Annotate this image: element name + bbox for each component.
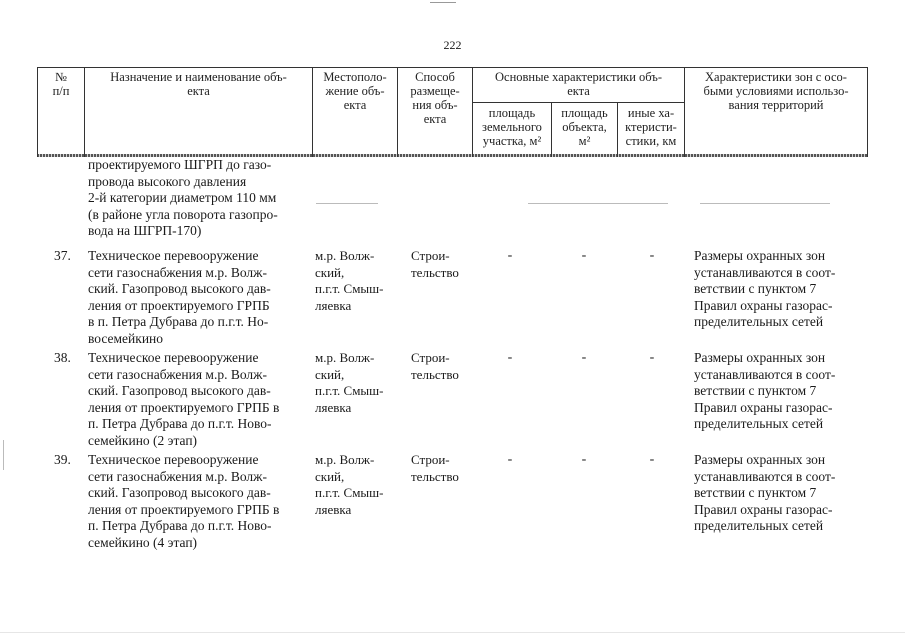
header-zones (685, 70, 867, 112)
row-name-line: в п. Петра Дубрава до п.г.т. Но- (88, 314, 269, 329)
faint-rule (316, 203, 378, 204)
header-location-line: Местополо- (323, 70, 387, 84)
row-method-line: Строи- (411, 350, 450, 365)
continuation-line: вода на ШГРП-170) (88, 223, 202, 238)
row-zones-line: Размеры охранных зон (694, 350, 826, 365)
row-object-area: - (581, 248, 587, 263)
row-location-line: м.р. Волж- (315, 452, 375, 467)
row-name-line: ский. Газопровод высокого дав- (88, 383, 271, 398)
row-method (411, 452, 471, 485)
row-zones-line: Размеры охранных зон (694, 452, 826, 467)
row-location-line: ляевка (315, 501, 352, 517)
header-location-line: екта (343, 98, 367, 112)
row-location-line: п.г.т. Смыш- (315, 383, 384, 398)
row-name-line: восемейкино (88, 330, 164, 346)
row-zones-line: устанавливаются в соот- (694, 468, 836, 484)
row-location-line: ский, (315, 468, 345, 484)
header-land-area (472, 106, 552, 148)
row-name-line: семейкино (4 этап) (88, 534, 198, 550)
row-name (88, 248, 306, 347)
header-name-line: Назначение и наименование объ- (110, 70, 287, 84)
faint-rule (528, 203, 668, 204)
header-name (85, 70, 312, 98)
header-land-area-line: площадь (488, 106, 536, 120)
row-method-line: тельство (411, 468, 459, 484)
continuation-line: 2-й категории диаметром 110 мм (88, 190, 277, 205)
continuation-line: провода высокого давления (88, 173, 247, 189)
row-method-line: Строи- (411, 452, 450, 467)
row-name-line: семейкино (2 этап) (88, 432, 198, 448)
header-location-line: жение объ- (325, 84, 385, 98)
header-other-chars-line: стики, км (625, 134, 677, 148)
row-location (315, 452, 397, 518)
row-zones-line: ветствии с пунктом 7 (694, 383, 817, 398)
header-location (313, 70, 397, 112)
row-number: 39. (54, 452, 71, 467)
row-location-line: п.г.т. Смыш- (315, 485, 384, 500)
continuation-line: (в районе угла поворота газопро- (88, 206, 278, 222)
row-object-area: - (581, 452, 587, 467)
row-name (88, 452, 306, 551)
row-land-area: - (507, 452, 513, 467)
scan-artifact-top (430, 2, 456, 3)
row-name-line: ский. Газопровод высокого дав- (88, 485, 271, 500)
row-location-line: м.р. Волж- (315, 248, 375, 263)
row-location-line: ляевка (315, 297, 352, 313)
header-num-line: № (55, 70, 67, 84)
row-name-line: сети газоснабжения м.р. Волж- (88, 468, 267, 484)
continuation-text (88, 157, 306, 240)
header-num (38, 70, 84, 98)
row-name-line: п. Петра Дубрава до п.г.т. Ново- (88, 416, 272, 431)
header-name-line: екта (187, 84, 210, 98)
row-zones-line: пределительных сетей (694, 314, 824, 329)
header-method-line: Способ (415, 70, 455, 84)
row-zones (694, 248, 862, 331)
faint-rule (700, 203, 830, 204)
row-zones-line: Размеры охранных зон (694, 248, 826, 263)
row-zones-line: Правил охраны газорас- (694, 399, 833, 415)
row-other-chars: - (649, 350, 655, 365)
row-location-line: ский, (315, 366, 345, 382)
row-method-line: тельство (411, 366, 459, 382)
row-name-line: Техническое перевооружение (88, 452, 259, 467)
header-object-area-line: площадь (561, 106, 608, 120)
row-other-chars: - (649, 452, 655, 467)
row-name-line: ления от проектируемого ГРПБ в (88, 399, 280, 415)
header-object-area (552, 106, 617, 148)
row-zones-line: ветствии с пунктом 7 (694, 485, 817, 500)
row-name-line: Техническое перевооружение (88, 248, 259, 263)
row-zones-line: пределительных сетей (694, 416, 824, 431)
row-name-line: п. Петра Дубрава до п.г.т. Ново- (88, 518, 272, 533)
header-method (398, 70, 472, 126)
header-zones-line: быми условиями использо- (703, 84, 849, 98)
row-name (88, 350, 306, 449)
row-location (315, 248, 397, 314)
continuation-line: проектируемого ШГРП до газо- (88, 157, 272, 172)
row-location-line: м.р. Волж- (315, 350, 375, 365)
row-number: 38. (54, 350, 71, 365)
row-location (315, 350, 397, 416)
row-number: 37. (54, 248, 71, 263)
row-location-line: ляевка (315, 399, 352, 415)
header-other-chars-line: ктеристи- (625, 120, 677, 134)
row-method (411, 248, 471, 281)
header-zones-line: Характеристики зон с осо- (705, 70, 847, 84)
row-location-line: п.г.т. Смыш- (315, 281, 384, 296)
row-method-line: тельство (411, 264, 459, 280)
header-method-line: ния объ- (412, 98, 458, 112)
row-zones-line: устанавливаются в соот- (694, 366, 836, 382)
row-land-area: - (507, 350, 513, 365)
row-land-area: - (507, 248, 513, 263)
header-land-area-line: участка, м² (482, 134, 542, 148)
header-num-line: п/п (52, 84, 70, 98)
row-name-line: ский. Газопровод высокого дав- (88, 281, 271, 296)
header-other-chars-line: иные ха- (627, 106, 675, 120)
row-zones (694, 452, 862, 535)
header-main-chars-line: Основные характеристики объ- (495, 70, 662, 84)
row-name-line: ления от проектируемого ГРПБ в (88, 501, 280, 517)
header-other-chars (618, 106, 684, 148)
row-zones-line: пределительных сетей (694, 518, 824, 533)
row-object-area: - (581, 350, 587, 365)
row-method (411, 350, 471, 383)
header-main-chars-line: екта (567, 84, 590, 98)
row-other-chars: - (649, 248, 655, 263)
header-main-chars (473, 70, 684, 98)
header-object-area-line: м² (578, 134, 591, 148)
row-zones-line: ветствии с пунктом 7 (694, 281, 817, 296)
header-method-line: екта (423, 112, 447, 126)
header-object-area-line: объекта, (562, 120, 607, 134)
row-method-line: Строи- (411, 248, 450, 263)
scan-artifact-bottom (0, 632, 905, 633)
row-location-line: ский, (315, 264, 345, 280)
row-zones-line: Правил охраны газорас- (694, 297, 833, 313)
row-name-line: ления от проектируемого ГРПБ (88, 297, 270, 313)
header-zones-line: вания территорий (728, 98, 824, 112)
header-method-line: размеще- (410, 84, 460, 98)
row-name-line: сети газоснабжения м.р. Волж- (88, 264, 267, 280)
row-zones-line: Правил охраны газорас- (694, 501, 833, 517)
row-zones-line: устанавливаются в соот- (694, 264, 836, 280)
row-name-line: сети газоснабжения м.р. Волж- (88, 366, 267, 382)
row-name-line: Техническое перевооружение (88, 350, 259, 365)
row-zones (694, 350, 862, 433)
page-number: 222 (443, 38, 462, 52)
header-land-area-line: земельного (482, 120, 542, 134)
scan-artifact-left (3, 440, 4, 470)
